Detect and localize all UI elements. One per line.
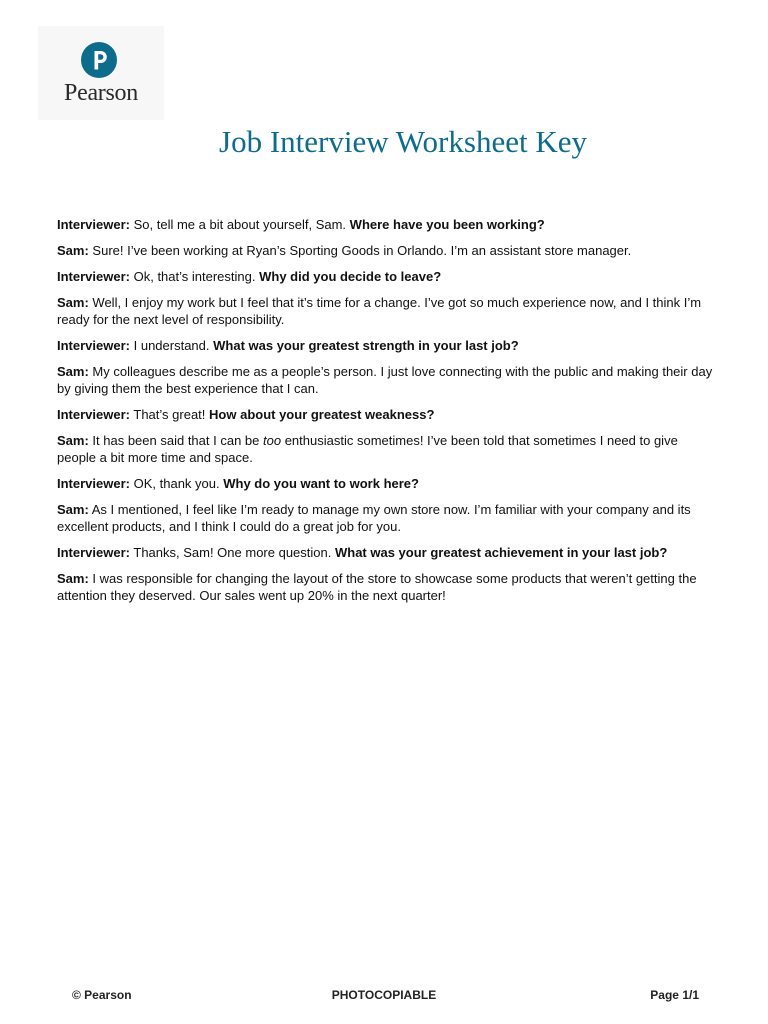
- dialogue-turn: [57, 432, 713, 466]
- turn-text: Thanks, Sam! One more question.: [133, 545, 332, 560]
- speaker-label: Interviewer:: [57, 217, 130, 232]
- emphasized-word: too: [263, 433, 282, 448]
- turn-text: So, tell me a bit about yourself, Sam.: [133, 217, 347, 232]
- dialogue-turn: [57, 268, 713, 285]
- interview-question: Why do you want to work here?: [223, 476, 419, 491]
- dialogue-turn: [57, 501, 713, 535]
- dialogue-turn: [57, 363, 713, 397]
- speaker-label: Sam:: [57, 433, 89, 448]
- speaker-label: Interviewer:: [57, 476, 130, 491]
- interview-question: What was your greatest achievement in your last job?: [334, 545, 668, 560]
- pearson-logo: [38, 26, 164, 120]
- turn-text: My colleagues describe me as a people’s person. I just love connecting with the public and making their day by giving them the best experience that I can.: [57, 364, 713, 396]
- turn-text: That’s great!: [133, 407, 206, 422]
- turn-text: I was responsible for changing the layout of the store to showcase some products that weren’t getting the attention they deserved. Our sales went up 20% in the next quarter!: [57, 571, 697, 603]
- speaker-label: Interviewer:: [57, 407, 130, 422]
- interview-question: How about your greatest weakness?: [209, 407, 435, 422]
- turn-text: Well, I enjoy my work but I feel that it’s time for a change. I’ve got so much experience now, and I think I’m ready for the next level of responsibility.: [57, 295, 702, 327]
- logo-wordmark: Pearson: [64, 80, 138, 106]
- turn-text: I understand.: [133, 338, 210, 353]
- interview-question: Why did you decide to leave?: [259, 269, 442, 284]
- interview-dialogue: [57, 216, 713, 613]
- speaker-label: Sam:: [57, 364, 89, 379]
- turn-text: As I mentioned, I feel like I’m ready to manage my own store now. I’m familiar with your company and its excellent products, and I think I could do a great job for you.: [57, 502, 691, 534]
- speaker-label: Interviewer:: [57, 269, 130, 284]
- speaker-label: Sam:: [57, 502, 89, 517]
- document-title: Job Interview Worksheet Key: [219, 124, 587, 159]
- turn-text: OK, thank you.: [133, 476, 220, 491]
- interview-question: Where have you been working?: [349, 217, 545, 232]
- dialogue-turn: [57, 294, 713, 328]
- speaker-label: Interviewer:: [57, 545, 130, 560]
- turn-text-before: It has been said that I can be: [92, 433, 260, 448]
- page-number: Page 1/1: [650, 988, 699, 1002]
- speaker-label: Sam:: [57, 243, 89, 258]
- speaker-label: Sam:: [57, 295, 89, 310]
- interview-question: What was your greatest strength in your last job?: [213, 338, 519, 353]
- dialogue-turn: [57, 544, 713, 561]
- photocopiable-notice: PHOTOCOPIABLE: [331, 988, 437, 1002]
- speaker-label: Interviewer:: [57, 338, 130, 353]
- copyright-notice: © Pearson: [72, 988, 132, 1002]
- pearson-p-logo-icon: [81, 42, 117, 78]
- page-footer: [0, 988, 768, 1004]
- dialogue-turn: [57, 475, 713, 492]
- turn-text-after: enthusiastic sometimes! I’ve been told that sometimes I need to give people a bit more time and space.: [57, 433, 678, 465]
- turn-text: Ok, that’s interesting.: [133, 269, 256, 284]
- dialogue-turn: [57, 242, 713, 259]
- dialogue-turn: [57, 570, 713, 604]
- dialogue-turn: [57, 406, 713, 423]
- speaker-label: Sam:: [57, 571, 89, 586]
- dialogue-turn: [57, 216, 713, 233]
- turn-text: Sure! I’ve been working at Ryan’s Sporting Goods in Orlando. I’m an assistant store manager.: [92, 243, 632, 258]
- dialogue-turn: [57, 337, 713, 354]
